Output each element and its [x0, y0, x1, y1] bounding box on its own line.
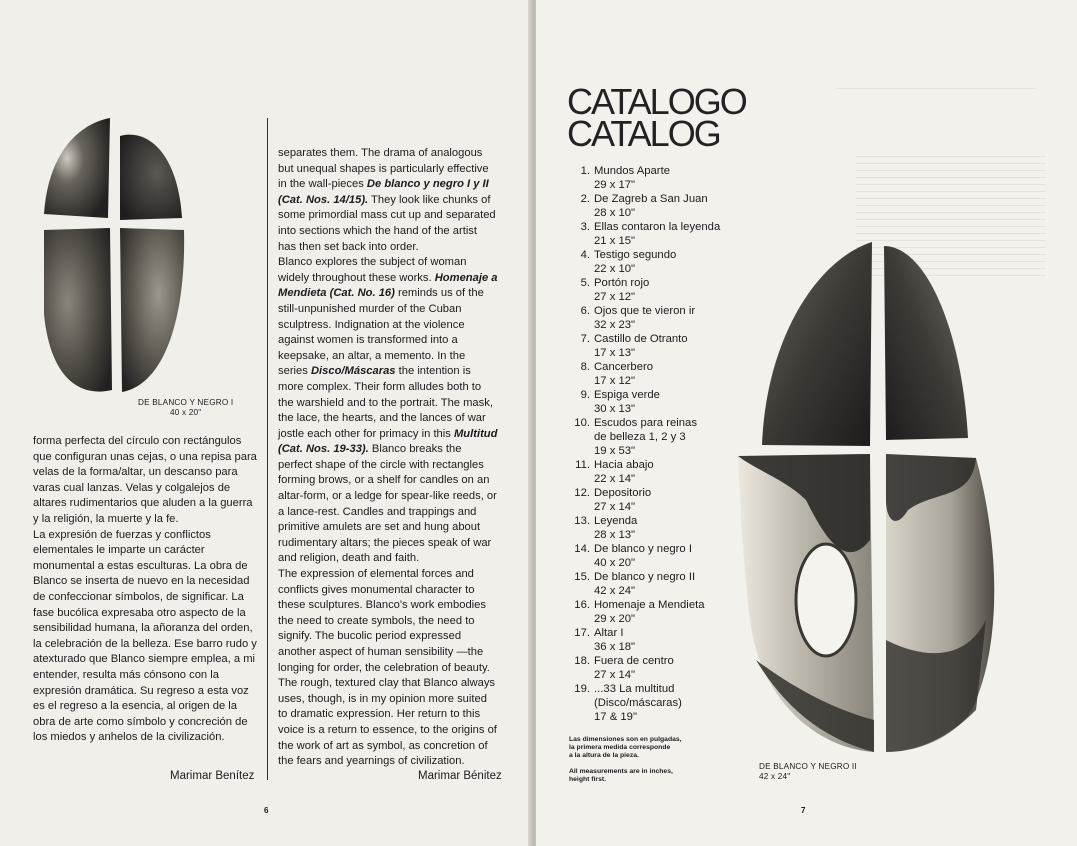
text-run: separates them. The drama of analogous but unequal shapes is particularly effective in the wall-pieces	[278, 147, 489, 191]
catalog-item	[568, 486, 758, 514]
left-page	[0, 0, 532, 846]
catalog-item-title: Altar I	[594, 627, 624, 639]
catalog-item	[568, 276, 758, 304]
catalog-item-title: (Disco/máscaras)	[594, 697, 682, 709]
catalog-item-number: 17.	[574, 627, 590, 639]
catalog-item-dimensions: 40 x 20"	[594, 557, 636, 569]
catalog-item-title: Depositorio	[594, 487, 652, 499]
catalog-item-number: 11.	[575, 459, 590, 471]
catalog-item-title: De blanco y negro I	[594, 543, 692, 555]
catalog-item-body	[594, 682, 682, 724]
catalog-item	[568, 248, 758, 276]
catalog-item-title: Castillo de Otranto	[594, 333, 688, 345]
catalog-item-number: 16.	[574, 599, 590, 611]
catalog-item-number: 1.	[580, 165, 590, 177]
catalog-item-number: 6.	[580, 305, 590, 317]
catalog-item-body	[594, 458, 654, 486]
catalog-item	[568, 360, 758, 388]
measurement-note-en: All measurements are in inches, height first.	[569, 768, 673, 783]
catalog-item-number: 8.	[580, 361, 590, 373]
catalog-item-title: Testigo segundo	[594, 249, 677, 261]
english-signature: Marimar Bénitez	[418, 770, 502, 782]
column-divider	[267, 118, 268, 780]
catalog-item	[568, 192, 758, 220]
work-reference: Disco/Máscaras	[310, 365, 396, 378]
catalog-item-number: 12.	[574, 487, 590, 499]
catalog-item-body	[594, 304, 695, 332]
catalog-item-title: Fuera de centro	[594, 655, 674, 667]
spanish-text-column	[33, 434, 259, 746]
catalog-item	[568, 164, 758, 192]
catalog-item-body	[594, 332, 688, 360]
catalog-item	[568, 598, 758, 626]
work-reference: Multitud (Cat. Nos. 19-33).	[278, 427, 498, 456]
catalog-item-title: De blanco y negro II	[594, 571, 696, 583]
catalog-item-body	[594, 416, 697, 458]
english-paragraph: The expression of elemental forces and conflicts gives monumental character to these sculptures. Blanco's work embodies the need to create symbols, the need to signify. The bucolic period expressed another aspect of human sensibility —the longing for order, the celebration of beauty. The rough, textured clay that Blanco always uses, though, is in my opinion more suited to dramatic expression. Her return to this voice is a return to essence, to the origins of the work of art as symbol, as concretion of the fears and yearnings of civilization.	[278, 568, 497, 768]
catalog-item-title: Homenaje a Mendieta	[594, 599, 705, 611]
catalog-item	[568, 626, 758, 654]
catalog-item-title: Escudos para reinas	[594, 417, 697, 429]
catalog-item-title: Ellas contaron la leyenda	[594, 221, 721, 233]
catalog-item-dimensions: 27 x 14"	[594, 501, 636, 513]
catalog-item-body	[594, 598, 705, 626]
catalog-item-number: 15.	[574, 571, 590, 583]
catalog-item-number: 7.	[580, 333, 590, 345]
work-reference: De blanco y negro I y II (Cat. Nos. 14/15).	[278, 178, 489, 206]
page-number-right: 7	[801, 806, 806, 815]
catalog-list	[568, 164, 758, 724]
catalog-item-body	[594, 626, 635, 654]
catalog-item-number: 13.	[574, 515, 590, 527]
catalog-item-title: Cancerbero	[594, 361, 654, 373]
catalog-item-dimensions: 27 x 14"	[594, 669, 636, 681]
catalog-item	[568, 654, 758, 682]
catalog-item-body	[594, 514, 637, 542]
sculpture-photo-de-blanco-y-negro-ii	[736, 240, 1006, 760]
catalog-item-number: 9.	[580, 389, 590, 401]
catalog-item-title: de belleza 1, 2 y 3	[594, 431, 686, 443]
catalog-item	[568, 388, 758, 416]
catalog-item-body	[594, 276, 649, 304]
catalog-item-body	[594, 360, 653, 388]
catalog-item	[568, 416, 758, 458]
text-run: the intention is more complex. Their form alludes both to the warshield and to the portrait. The mask, the lace, the hearts, and the lances of war jostle each other for primacy in this	[278, 365, 493, 440]
sculpture-photo-de-blanco-y-negro-i	[38, 114, 188, 399]
catalog-item-number: 2.	[580, 193, 590, 205]
catalog-item-dimensions: 42 x 24"	[594, 585, 636, 597]
catalog-item-dimensions: 29 x 20"	[594, 613, 636, 625]
catalog-item-dimensions: 30 x 13"	[594, 403, 636, 415]
english-paragraph	[278, 255, 498, 567]
catalog-item-body	[594, 486, 651, 514]
catalog-item	[568, 542, 758, 570]
catalog-item	[568, 220, 758, 248]
catalog-item-title: Mundos Aparte	[594, 165, 670, 177]
catalog-item-dimensions: 17 x 13"	[594, 347, 636, 359]
catalog-item-body	[594, 192, 708, 220]
catalog-title: CATALOGO CATALOG	[567, 81, 746, 154]
text-run: They look like chunks of some primordial mass cut up and separated into sections which the hand of the artist has then set back into order.	[278, 193, 496, 253]
page-number-left: 6	[264, 806, 269, 815]
catalog-item	[568, 682, 758, 724]
catalog-item-body	[594, 570, 695, 598]
english-text-column	[278, 146, 498, 770]
spanish-paragraph: forma perfecta del círculo con rectángulos que configuran unas cejas, o una repisa para velas de la forma/altar, un descanso para varas cual lanzas. Velas y colgalejos de altares rudimentarios que aluden a la guerra y la religión, la muerte y la fe.	[33, 435, 257, 525]
spanish-paragraph: La expresión de fuerzas y conflictos elementales le imparte un carácter monumental a estas esculturas. La obra de Blanco se inserta de nuevo en la necesidad de confeccionar símbolos, de significar. La fase bucólica expresaba otro aspecto de la sensibilidad humana, la añoranza del orden, la celebración de la belleza. Ese barro rudo y atexturado que Blanco siempre emplea, a mi entender, resulta más cónsono con la expresión dramática. Su regreso a esta voz es el regreso a la esencia, al origen de la obra de arte como símbolo y concreción de los miedos y anhelos de la civilización.	[33, 528, 257, 744]
catalog-item-dimensions: 32 x 23"	[594, 319, 636, 331]
catalog-item	[568, 304, 758, 332]
catalog-item-number: 18.	[574, 655, 590, 667]
catalog-item-number: 3.	[580, 221, 590, 233]
catalog-item-body	[594, 220, 720, 248]
catalog-item-dimensions: 22 x 10"	[594, 263, 636, 275]
measurement-note-es: Las dimensiones son en pulgadas, la primera medida corresponde a la altura de la pieza.	[569, 736, 682, 759]
catalog-item-dimensions: 22 x 14"	[594, 473, 636, 485]
catalog-item-dimensions: 36 x 18"	[594, 641, 636, 653]
catalog-item-dimensions: 17 x 12"	[594, 375, 636, 387]
catalog-item-title: ...33 La multitud	[594, 683, 675, 695]
photo-caption-i: DE BLANCO Y NEGRO I 40 x 20"	[138, 398, 234, 417]
catalog-item-body	[594, 388, 660, 416]
catalog-item-dimensions: 21 x 15"	[594, 235, 636, 247]
catalog-item-dimensions: 28 x 13"	[594, 529, 636, 541]
catalog-item-title: Hacia abajo	[594, 459, 654, 471]
catalog-item-number: 10.	[574, 417, 590, 429]
text-run: Blanco breaks the perfect shape of the circle with rectangles forming brows, or a shelf for candles on an altar-form, or a ledge for spear-like reeds, or a lance-rest. Candles and trappings and primitive amulets are set and hung about rudimentary altars; the pieces speak of war and religion, death and faith.	[278, 443, 497, 565]
catalog-item-number: 5.	[580, 277, 590, 289]
catalog-item-title: Portón rojo	[594, 277, 650, 289]
catalog-item-dimensions: 28 x 10"	[594, 207, 636, 219]
catalog-item-dimensions: 27 x 12"	[594, 291, 636, 303]
catalog-item-body	[594, 248, 676, 276]
catalog-item-number: 4.	[580, 249, 590, 261]
catalog-item-body	[594, 654, 674, 682]
spanish-signature: Marimar Benítez	[170, 770, 255, 782]
text-run: Blanco explores the subject of woman widely throughout these works.	[278, 256, 467, 284]
catalog-item	[568, 570, 758, 598]
catalog-item-title: Leyenda	[594, 515, 638, 527]
catalog-item-title: De Zagreb a San Juan	[594, 193, 708, 205]
text-run: reminds us of the still-unpunished murder of the Cuban sculptress. Indignation at the violence against women is transformed into a keepsake, an altar, a memento. In the series	[278, 287, 484, 378]
english-paragraph	[278, 146, 498, 255]
catalog-item-body	[594, 542, 692, 570]
catalog-item-dimensions: 19 x 53"	[594, 445, 636, 457]
photo-caption-ii: DE BLANCO Y NEGRO II 42 x 24"	[759, 762, 857, 781]
catalog-item-body	[594, 164, 670, 192]
catalog-item-number: 19.	[574, 683, 590, 695]
show-through-decoration	[836, 88, 1036, 147]
catalog-item-title: Ojos que te vieron ir	[594, 305, 696, 317]
catalog-item-number: 14.	[574, 543, 590, 555]
catalog-item	[568, 458, 758, 486]
catalog-item-dimensions: 17 & 19"	[594, 711, 637, 723]
catalog-item-title: Espiga verde	[594, 389, 660, 401]
catalog-item	[568, 332, 758, 360]
catalog-item-dimensions: 29 x 17"	[594, 179, 636, 191]
catalog-item	[568, 514, 758, 542]
work-reference: Homenaje a Mendieta (Cat. No. 16)	[278, 271, 498, 300]
